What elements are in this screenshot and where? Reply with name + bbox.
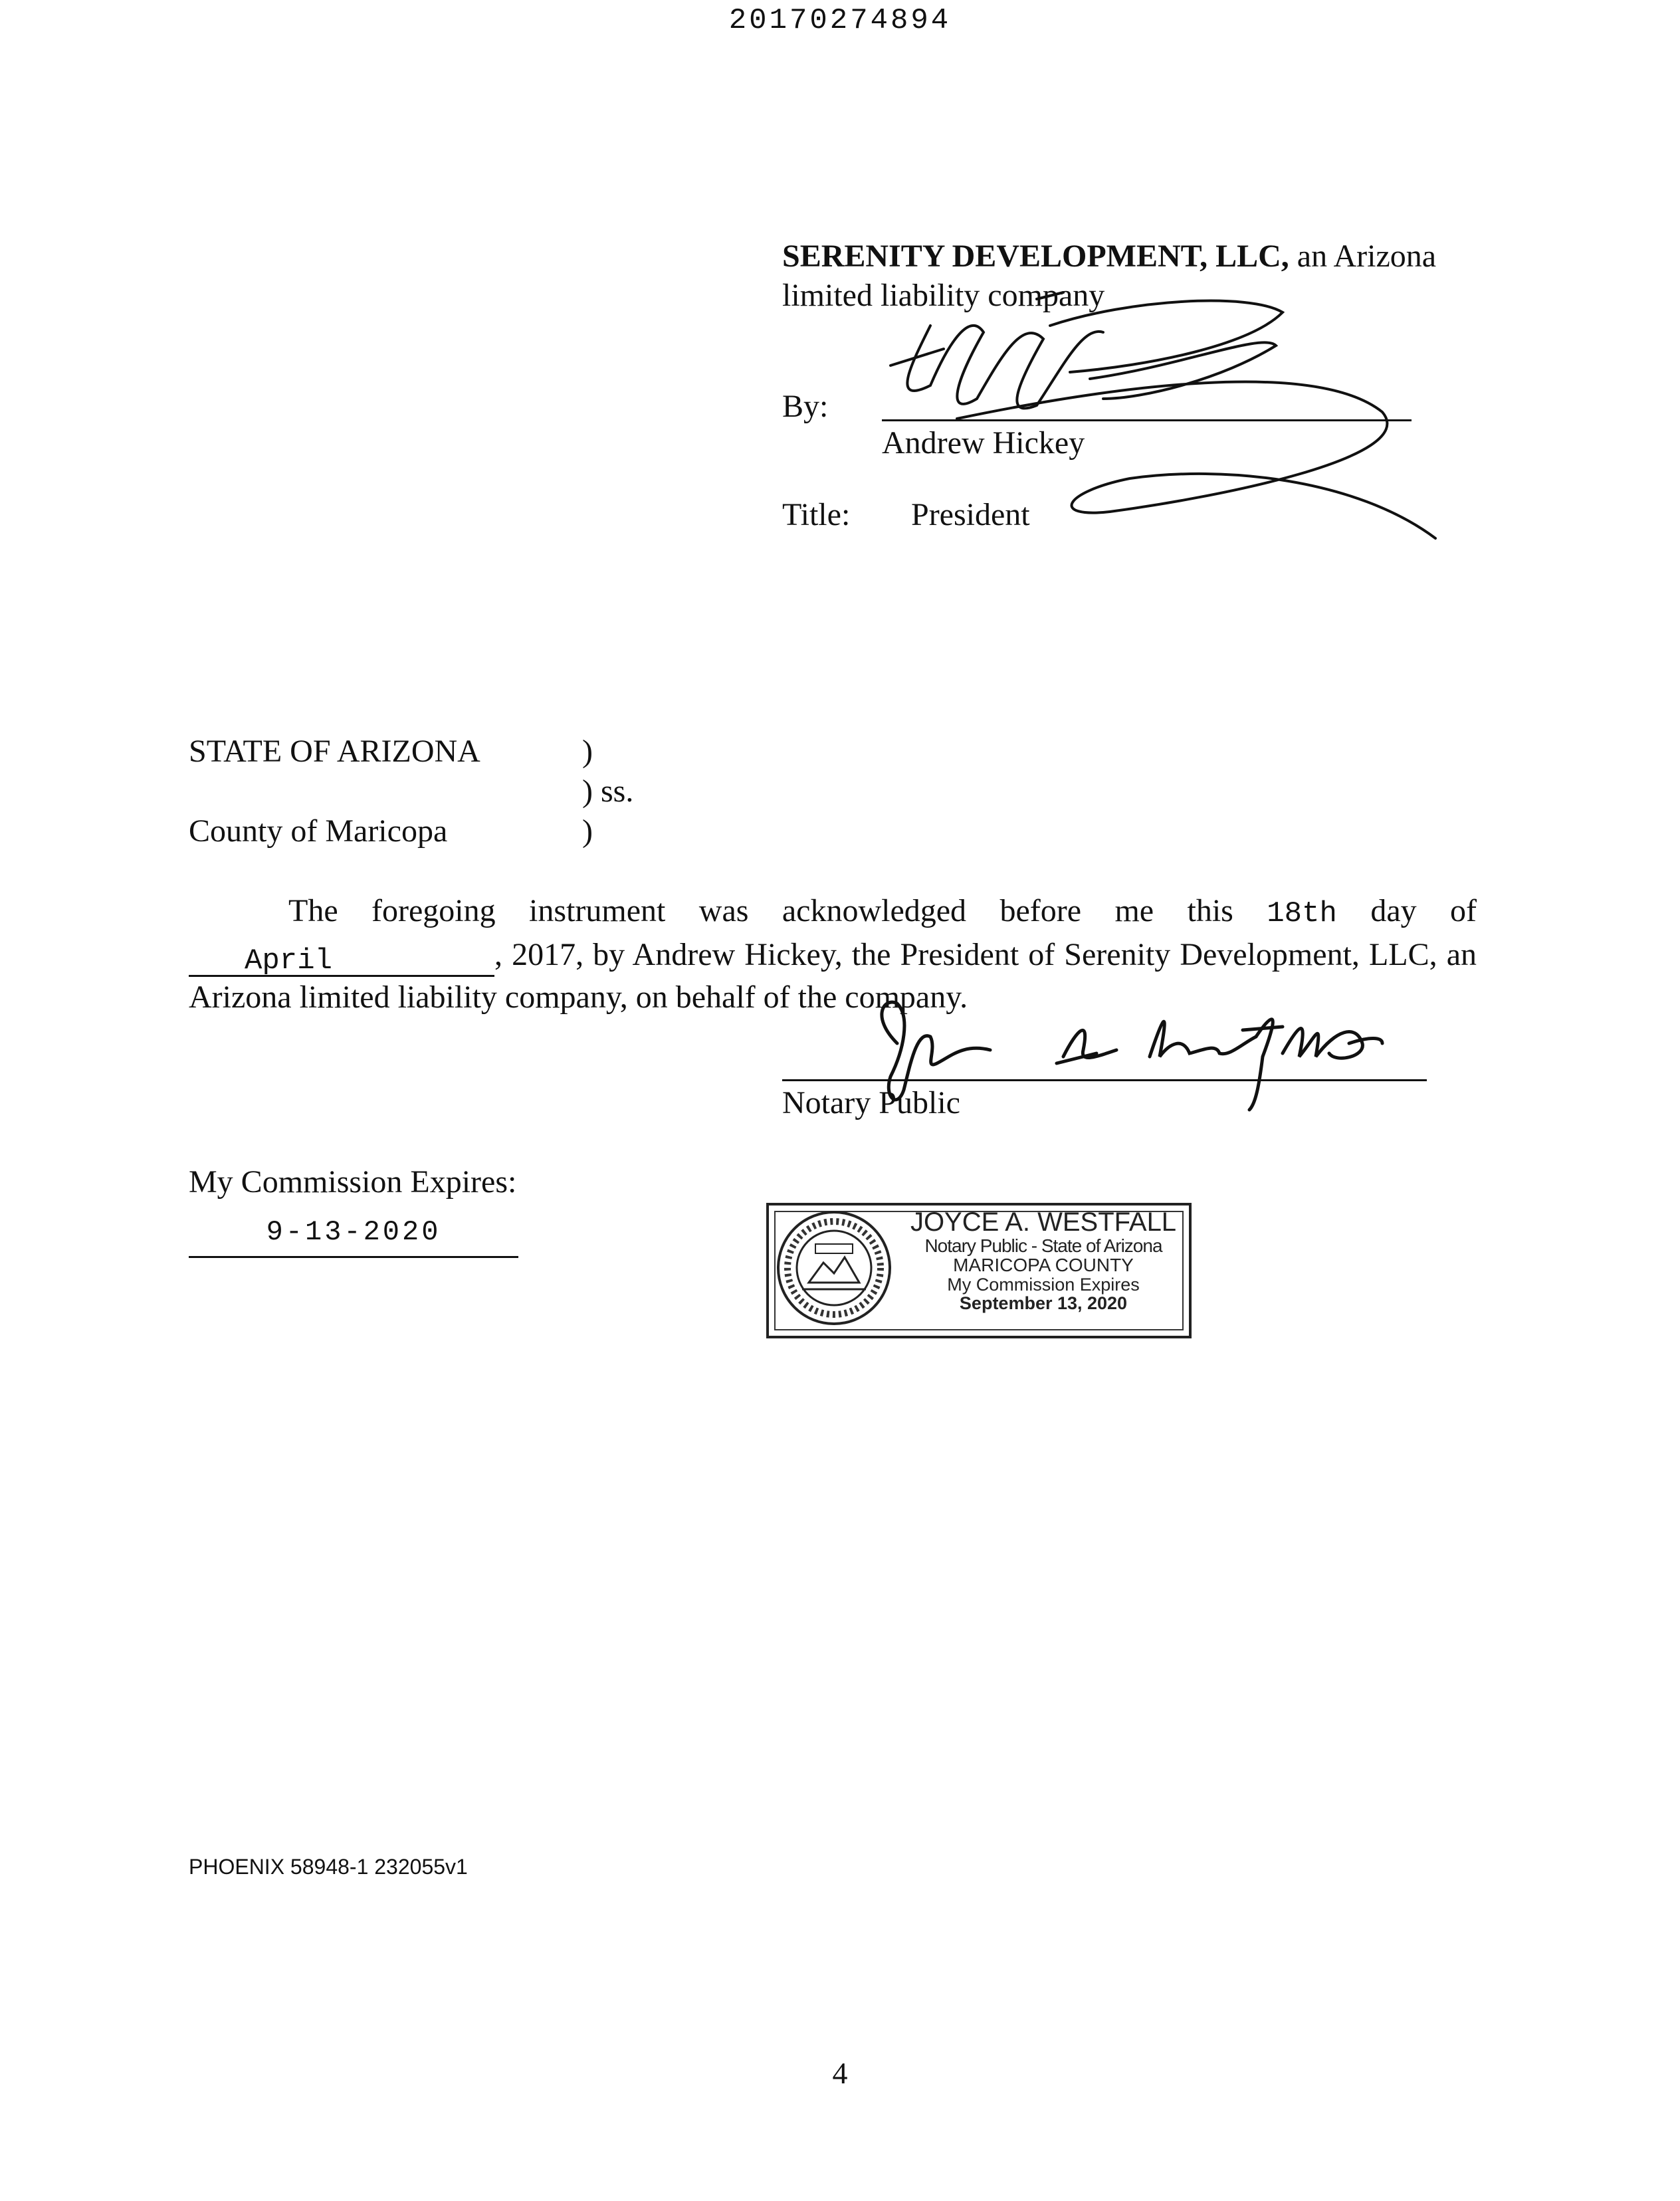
venue-paren-3: ) — [582, 813, 593, 849]
title-label: Title: — [782, 497, 851, 532]
ack-text-1b: day of — [1370, 893, 1477, 928]
company-line — [782, 241, 1436, 272]
venue-paren-1: ) — [582, 734, 593, 769]
signature-line — [882, 419, 1412, 421]
stamp-text-block — [902, 1208, 1185, 1312]
commission-date: 9-13-2020 — [266, 1216, 441, 1248]
ack-text-3: Arizona limited liability company, on behalf of the company. — [189, 980, 968, 1015]
ack-text-1: The foregoing instrument was acknowledged before me this — [288, 893, 1233, 928]
by-label: By: — [782, 389, 829, 424]
venue-county: County of Maricopa — [189, 813, 448, 849]
title-value: President — [911, 497, 1030, 532]
company-desc-1: an Arizona — [1289, 239, 1437, 274]
stamp-line-4: My Commission Expires — [947, 1274, 1140, 1295]
notary-signature-line — [782, 1079, 1427, 1081]
notary-public-label: Notary Public — [782, 1085, 960, 1120]
document-number: 20170274894 — [728, 4, 952, 37]
stamp-line-2: Notary Public - State of Arizona — [924, 1235, 1162, 1256]
ack-line-2 — [189, 934, 1477, 977]
notary-stamp — [766, 1203, 1192, 1338]
commission-date-line — [189, 1256, 518, 1258]
stamp-line-5: September 13, 2020 — [959, 1293, 1128, 1314]
stamp-name: JOYCE A. WESTFALL — [910, 1207, 1177, 1237]
venue-state: STATE OF ARIZONA — [189, 734, 480, 769]
acknowledgment-paragraph — [189, 891, 1477, 1017]
footer-doc-id: PHOENIX 58948-1 232055v1 — [189, 1855, 468, 1879]
stamp-line-3: MARICOPA COUNTY — [953, 1255, 1134, 1276]
company-name: SERENITY DEVELOPMENT, LLC, — [782, 239, 1289, 274]
commission-label: My Commission Expires: — [189, 1164, 517, 1200]
state-seal-icon — [776, 1209, 892, 1326]
ack-line-1 — [189, 891, 1477, 934]
ack-month-blank — [189, 934, 494, 977]
ack-text-2: , 2017, by Andrew Hickey, the President of Serenity Development, LLC, an — [494, 937, 1477, 972]
ack-day: 18th — [1267, 897, 1337, 930]
signer-name: Andrew Hickey — [882, 425, 1085, 461]
page-number: 4 — [832, 2056, 848, 2090]
ack-line-3 — [189, 977, 1477, 1017]
venue-ss: ) ss. — [582, 774, 634, 809]
company-desc-2: limited liability company — [782, 278, 1105, 313]
ack-month: April — [245, 944, 333, 978]
